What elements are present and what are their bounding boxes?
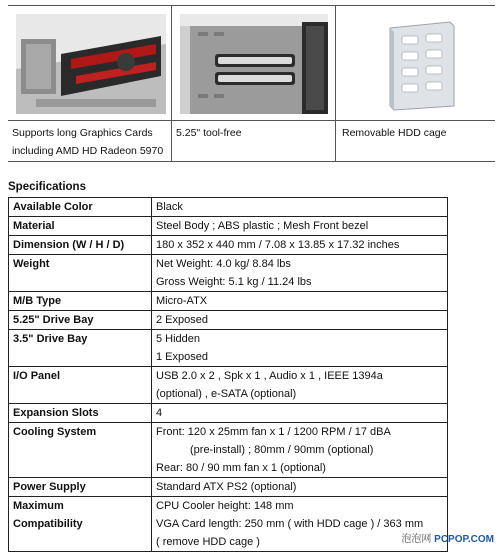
spec-line: Rear: 80 / 90 mm fan x 1 (optional) (156, 462, 326, 474)
spec-line: Net Weight: 4.0 kg/ 8.84 lbs (156, 258, 291, 270)
watermark-cn: 泡泡网 (401, 534, 432, 545)
feature-grid (8, 5, 495, 162)
spec-key: I/O Panel (9, 367, 152, 404)
spec-line: 180 x 352 x 440 mm / 7.08 x 13.85 x 17.32 inches (156, 239, 400, 251)
spec-value (152, 423, 448, 478)
spec-line: Standard ATX PS2 (optional) (156, 481, 297, 493)
caption-line: Supports long Graphics Cards (12, 127, 153, 139)
caption-line: 5.25" tool-free (176, 127, 242, 139)
specifications-title: Specifications (8, 181, 86, 193)
feature-graphics-card (8, 6, 171, 161)
spec-line: (optional) , e-SATA (optional) (156, 388, 297, 400)
spec-line: VGA Card length: 250 mm ( with HDD cage ) / 363 mm (156, 518, 424, 530)
spec-line: 1 Exposed (156, 351, 208, 363)
spec-key-line: Maximum (13, 500, 64, 512)
table-row (9, 236, 448, 255)
table-row (9, 330, 448, 367)
spec-line: ( remove HDD cage ) (156, 536, 260, 548)
table-row (9, 198, 448, 217)
spec-value (152, 255, 448, 292)
spec-key-line: Compatibility (13, 518, 83, 530)
spec-key (9, 497, 152, 552)
table-row (9, 217, 448, 236)
spec-line: 2 Exposed (156, 314, 208, 326)
spec-key: 5.25" Drive Bay (9, 311, 152, 330)
spec-line: Front: 120 x 25mm fan x 1 / 1200 RPM / 17 dBA (156, 426, 391, 438)
graphics-card-photo (16, 14, 166, 114)
spec-key: Expansion Slots (9, 404, 152, 423)
table-row (9, 404, 448, 423)
table-row (9, 497, 448, 552)
spec-line: CPU Cooler height: 148 mm (156, 500, 294, 512)
spec-line: Black (156, 201, 183, 213)
spec-key: Dimension (W / H / D) (9, 236, 152, 255)
watermark (401, 530, 494, 545)
spec-key: Available Color (9, 198, 152, 217)
spec-value (152, 198, 448, 217)
spec-key: Weight (9, 255, 152, 292)
table-row (9, 478, 448, 497)
spec-value (152, 330, 448, 367)
spec-line: USB 2.0 x 2 , Spk x 1 , Audio x 1 , IEEE 1394a (156, 370, 383, 382)
spec-key: Material (9, 217, 152, 236)
spec-line: Micro-ATX (156, 295, 208, 307)
spec-value (152, 311, 448, 330)
caption-line: Removable HDD cage (342, 127, 447, 139)
feature-caption (176, 124, 334, 142)
spec-line: Steel Body ; ABS plastic ; Mesh Front bezel (156, 220, 369, 232)
spec-line: 4 (156, 407, 163, 419)
table-row (9, 255, 448, 292)
table-row (9, 311, 448, 330)
specifications-table (8, 197, 448, 552)
feature-hdd-cage (336, 6, 495, 161)
spec-value (152, 478, 448, 497)
table-row (9, 292, 448, 311)
watermark-brand: PCPOP.COM (434, 534, 494, 545)
table-row (9, 367, 448, 404)
feature-tool-free-bay (172, 6, 335, 161)
spec-line: 5 Hidden (156, 333, 201, 345)
drive-bay-photo (180, 14, 328, 114)
feature-caption (12, 124, 170, 160)
hdd-cage-photo (350, 14, 490, 114)
spec-line: (pre-install) ; 80mm / 90mm (optional) (190, 444, 374, 456)
spec-value (152, 292, 448, 311)
spec-line: Gross Weight: 5.1 kg / 11.24 lbs (156, 276, 312, 288)
feature-caption (342, 124, 492, 142)
spec-key: Power Supply (9, 478, 152, 497)
spec-key: Cooling System (9, 423, 152, 478)
caption-line: including AMD HD Radeon 5970 (12, 145, 164, 157)
spec-value (152, 236, 448, 255)
spec-value (152, 217, 448, 236)
spec-value (152, 367, 448, 404)
table-row (9, 423, 448, 478)
spec-key: 3.5" Drive Bay (9, 330, 152, 367)
spec-value (152, 404, 448, 423)
spec-key: M/B Type (9, 292, 152, 311)
